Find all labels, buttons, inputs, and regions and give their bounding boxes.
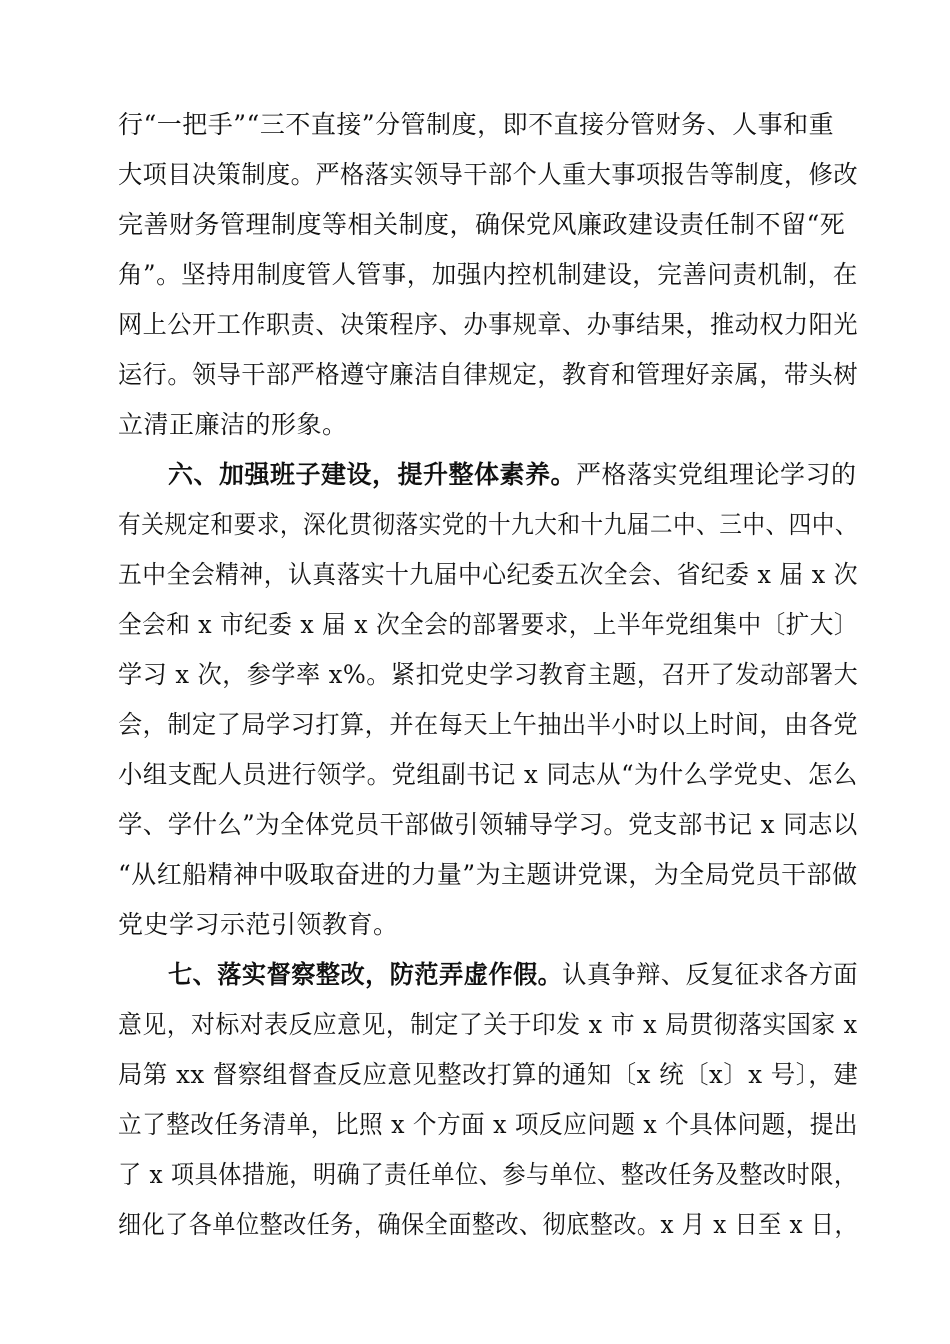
text-line: 意见，对标对表反应意见，制定了关于印发 x 市 x 局贯彻落实国家 x [118,1010,858,1039]
text-line: 运行。领导干部严格遵守廉洁自律规定，教育和管理好亲属，带头树 [118,360,859,389]
section-7-heading: 七、落实督察整改，防范弄虚作假。 [168,960,563,989]
text-line: 立清正廉洁的形象。 [118,410,348,439]
text-line: 全会和 x 市纪委 x 届 x 次全会的部署要求，上半年党组集中〔扩大〕 [118,610,858,639]
text-line: 完善财务管理制度等相关制度，确保党风廉政建设责任制不留“死 [118,210,846,239]
section-6-heading: 六、加强班子建设，提升整体素养。 [168,460,577,489]
text-line: 学、学什么”为全体党员干部做引领辅导学习。党支部书记 x 同志以 [118,810,858,839]
section-7-first-line [168,959,858,991]
text-line: 会，制定了局学习打算，并在每天上午抽出半小时以上时间，由各党 [118,710,859,739]
text-line: 党史学习示范引领教育。 [118,910,399,939]
text-line: 了 x 项具体措施，明确了责任单位、参与单位、整改任务及整改时限， [118,1160,858,1189]
section-6-first-line [168,459,857,491]
text-line: “从红船精神中吸取奋进的力量”为主题讲党课，为全局党员干部做 [118,860,858,889]
text-line: 有关规定和要求，深化贯彻落实党的十九大和十九届二中、三中、四中、 [118,510,859,539]
text-line: 大项目决策制度。严格落实领导干部个人重大事项报告等制度，修改 [118,160,859,189]
text-line: 立了整改任务清单，比照 x 个方面 x 项反应问题 x 个具体问题，提出 [118,1110,858,1139]
text-line: 细化了各单位整改任务，确保全面整改、彻底整改。x 月 x 日至 x 日， [118,1210,859,1239]
text-line: 角”。坚持用制度管人管事，加强内控机制建设，完善问责机制，在 [118,260,858,289]
section-6-lead: 严格落实党组理论学习的 [576,460,857,489]
text-line: 网上公开工作职责、决策程序、办事规章、办事结果，推动权力阳光 [118,310,859,339]
text-line: 五中全会精神，认真落实十九届中心纪委五次全会、省纪委 x 届 x 次 [118,560,858,589]
section-7-lead: 认真争辩、反复征求各方面 [562,960,859,989]
text-line: 小组支配人员进行领学。党组副书记 x 同志从“为什么学党史、怎么 [118,760,858,789]
text-line: 学习 x 次，参学率 x%。紧扣党史学习教育主题，召开了发动部署大 [118,660,859,689]
text-line: 局第 xx 督察组督查反应意见整改打算的通知〔x 统〔x〕x 号〕，建 [118,1060,859,1089]
text-line: 行“一把手”“三不直接”分管制度，即不直接分管财务、人事和重 [118,110,835,139]
